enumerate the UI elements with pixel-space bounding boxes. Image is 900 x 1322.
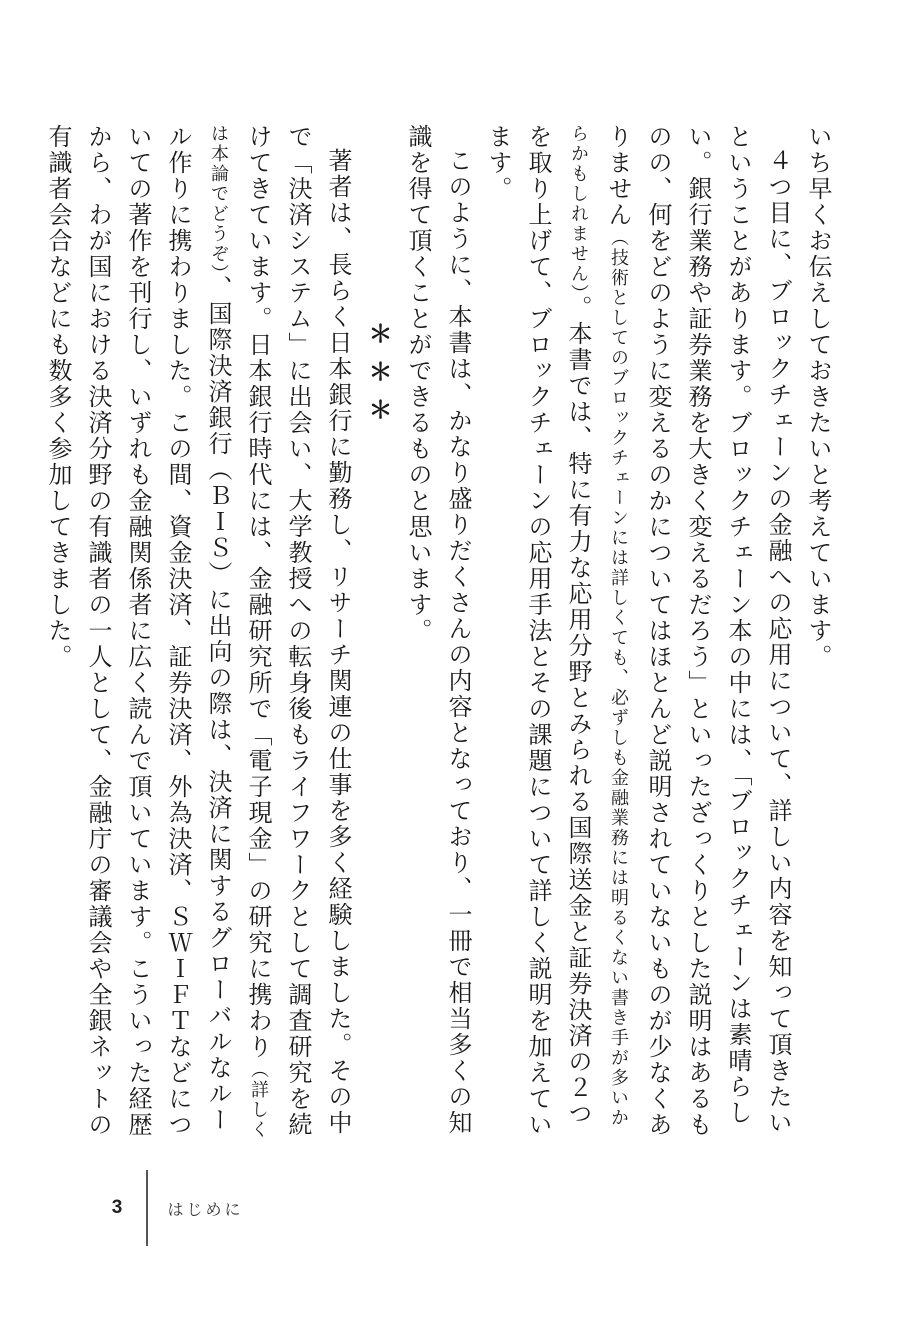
paragraph-text: このように、本書は、かなり盛りだくさんの内容となっており、一冊で相当多くの知識を得て頂くことができるものと思います。 — [404, 124, 472, 1136]
page-footer — [108, 1170, 244, 1246]
paragraph-text: 。本書では、特に有力な応用分野とみられる国際送金と証券決済の２つを取り上げて、ブロックチェーンの応用手法とその課題について詳しく説明を加えています。 — [484, 124, 592, 1138]
paragraph-text: 、国際決済銀行（ＢＩＳ）に出向の際は、決済に関するグローバルなルール作りに携わりました。この間、資金決済、証券決済、外為決済、ＳＷＩＦＴなどについての著作を刊行し、いずれも金融関係者に広く読んで頂いています。こういった経歴から、わが国における決済分野の有識者の一人として、金融庁の審議会や全銀ネットの有識者会合などにも数多く参加してきました。 — [44, 124, 232, 1138]
paragraph-1 — [798, 124, 838, 1144]
parenthetical-note: （技術としてのブロックチェーンには詳しくても、必ずしも金融業務には明るくない書き手が多いからかもしれません） — [568, 124, 629, 1128]
paragraph-4 — [38, 124, 358, 1144]
paragraph-3 — [398, 124, 478, 1144]
body-text — [38, 124, 838, 1144]
paragraph-text: いち早くお伝えしておきたいと考えています。 — [804, 124, 832, 670]
page-number: 3 — [111, 1197, 123, 1218]
section-separator — [358, 124, 398, 1144]
paragraph-text: 著者は、長らく日本銀行に勤務し、リサーチ関連の仕事を多く経験しました。その中で「決済システム」に出会い、大学教授への転身後もライフワークとして調査研究を続けてきています。日本銀行時代には、金融研究所で「電子現金」の研究に携わり — [244, 124, 352, 1138]
separator-asterisks: ＊＊＊ — [364, 320, 393, 435]
footer-divider — [146, 1170, 148, 1246]
paragraph-2 — [478, 124, 798, 1144]
section-title: はじめに — [167, 1199, 244, 1219]
paragraph-text: ４つ目に、ブロックチェーンの金融への応用について、詳しい内容を知って頂きたいということがあります。ブロックチェーン本の中には、「ブロックチェーンは素晴らしい。銀行業務や証券業務を大きく変えるだろう」といったざっくりとした説明はあるものの、何をどのように変えるのかについてはほとんど説明されていないものが少なくありません — [604, 124, 792, 1138]
parenthetical-note: （詳しくは本論でどうぞ） — [208, 124, 269, 1140]
